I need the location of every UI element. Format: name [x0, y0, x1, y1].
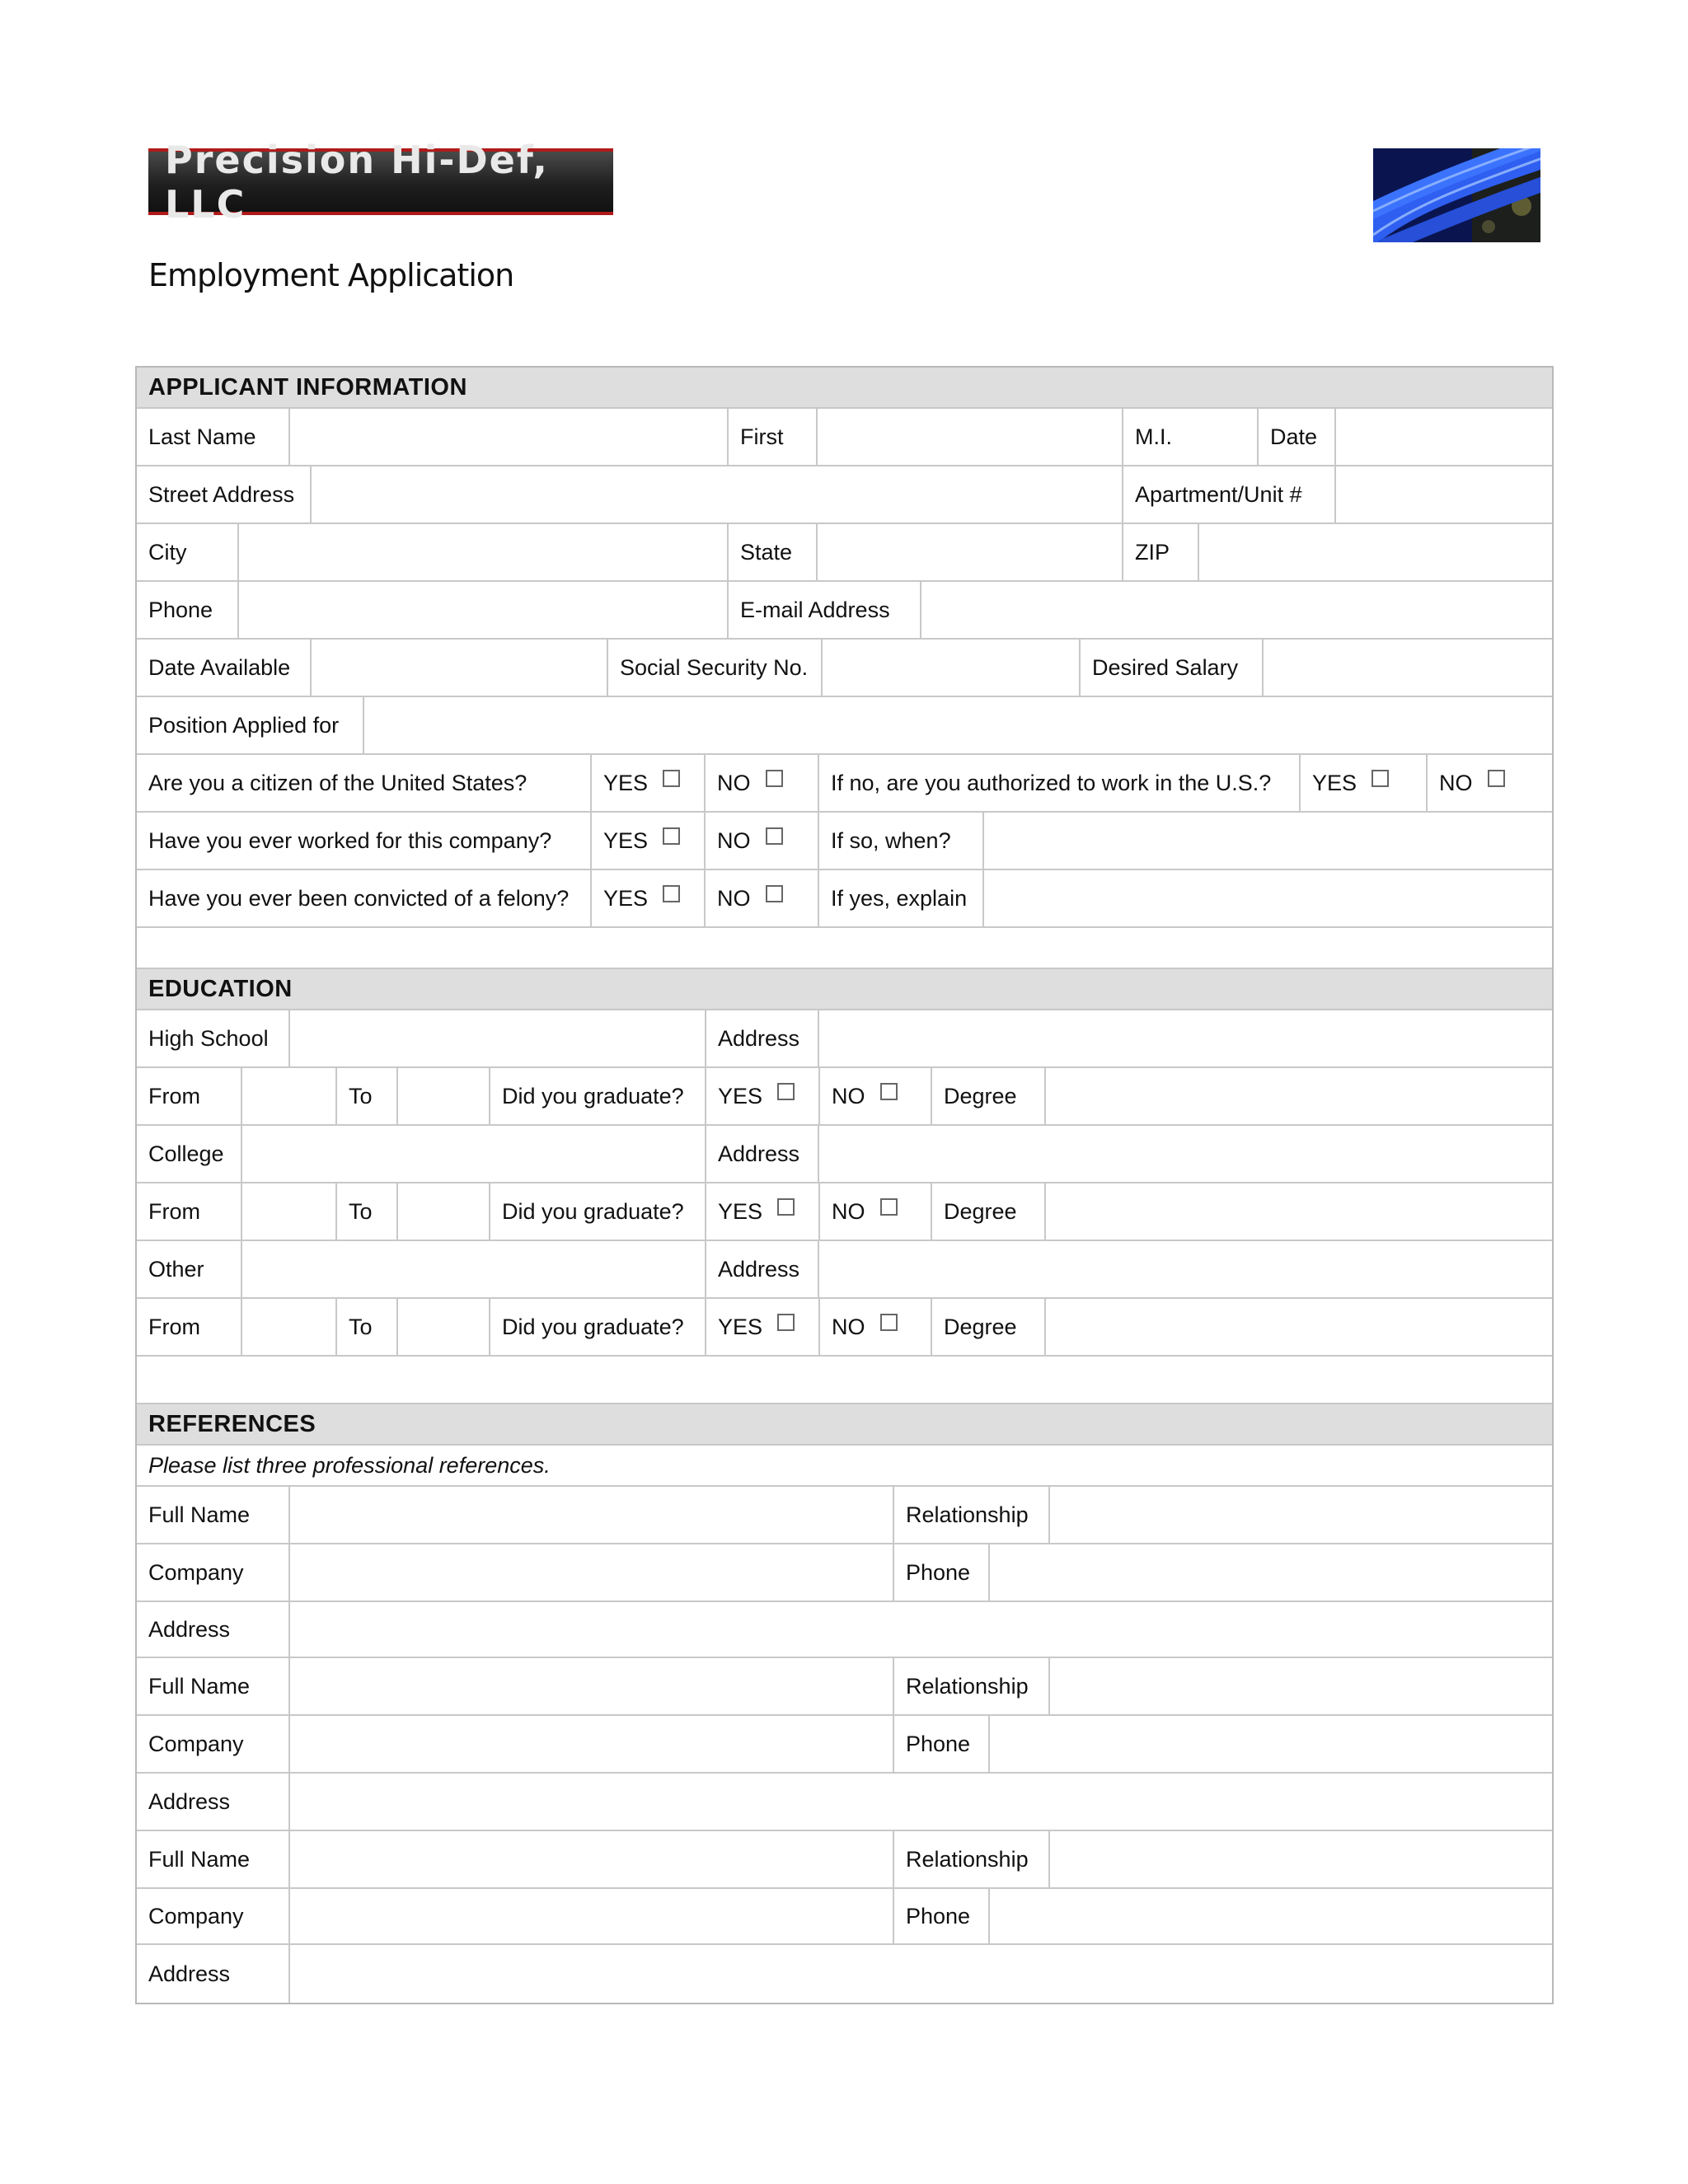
first-name-label: First	[729, 409, 818, 465]
prior-employment-row	[137, 813, 1552, 870]
section-spacer	[137, 1357, 1552, 1404]
college-address-field[interactable]	[819, 1126, 1552, 1182]
street-address-label: Street Address	[137, 466, 312, 523]
company-logo-text: Precision Hi-Def, LLC	[165, 137, 549, 227]
high-school-address-field[interactable]	[819, 1010, 1552, 1066]
first-name-field[interactable]	[818, 409, 1123, 465]
reference-2-company-label: Company	[137, 1716, 290, 1772]
authorized-yes-label: YES	[1312, 770, 1357, 795]
date-label: Date	[1259, 409, 1336, 465]
worked-yes-checkbox[interactable]	[663, 827, 680, 845]
high-school-no-option[interactable]	[820, 1068, 932, 1124]
high-school-from-label: From	[137, 1068, 242, 1124]
if-yes-explain-field[interactable]	[984, 870, 1552, 926]
reference-1-address-row	[137, 1602, 1552, 1658]
college-degree-field[interactable]	[1046, 1183, 1552, 1240]
authorized-question: If no, are you authorized to work in the U.S.?	[819, 755, 1301, 811]
college-degree-label: Degree	[932, 1183, 1046, 1240]
reference-2-company-row	[137, 1716, 1552, 1774]
reference-1-address-label: Address	[137, 1602, 290, 1657]
other-no-checkbox[interactable]	[880, 1314, 898, 1331]
cable-photo-graphic	[1373, 148, 1540, 242]
ssn-field[interactable]	[823, 640, 1081, 696]
felony-no-checkbox[interactable]	[766, 885, 783, 902]
if-so-when-label: If so, when?	[819, 813, 984, 869]
college-graduate-question: Did you graduate?	[490, 1183, 706, 1240]
reference-3-relationship-field[interactable]	[1050, 1831, 1552, 1887]
street-address-field[interactable]	[312, 466, 1123, 523]
reference-2-address-field[interactable]	[290, 1774, 1552, 1830]
email-field[interactable]	[921, 582, 1552, 638]
desired-salary-label: Desired Salary	[1081, 640, 1264, 696]
felony-no-label: NO	[717, 885, 751, 911]
street-address-row	[137, 466, 1552, 524]
college-dates-row	[137, 1183, 1552, 1241]
reference-1-relationship-label: Relationship	[894, 1487, 1050, 1543]
other-school-row	[137, 1241, 1552, 1299]
high-school-yes-checkbox[interactable]	[777, 1083, 795, 1100]
worked-yes-label: YES	[603, 827, 649, 853]
reference-3-company-field[interactable]	[290, 1889, 894, 1943]
reference-1-name-field[interactable]	[290, 1487, 894, 1543]
phone-field[interactable]	[239, 582, 729, 638]
citizen-no-option[interactable]	[706, 755, 819, 811]
zip-label: ZIP	[1123, 524, 1199, 580]
city-label: City	[137, 524, 239, 580]
felony-row	[137, 870, 1552, 928]
state-label: State	[729, 524, 818, 580]
authorized-no-checkbox[interactable]	[1488, 770, 1505, 787]
reference-2-address-label: Address	[137, 1774, 290, 1830]
other-school-label: Other	[137, 1241, 242, 1297]
document-title: Employment Application	[148, 257, 514, 293]
citizenship-row	[137, 755, 1552, 813]
college-to-label: To	[337, 1183, 398, 1240]
felony-yes-option[interactable]	[592, 870, 706, 926]
college-yes-label: YES	[718, 1198, 763, 1224]
reference-2-phone-field[interactable]	[990, 1716, 1552, 1772]
other-no-label: NO	[832, 1314, 865, 1339]
reference-3-name-row	[137, 1831, 1552, 1889]
college-label: College	[137, 1126, 242, 1182]
other-yes-option[interactable]	[706, 1299, 820, 1355]
middle-initial-label: M.I.	[1123, 409, 1259, 465]
reference-3-company-label: Company	[137, 1889, 290, 1943]
worked-question: Have you ever worked for this company?	[137, 813, 592, 869]
authorized-no-label: NO	[1439, 770, 1473, 795]
high-school-address-label: Address	[706, 1010, 819, 1066]
reference-1-phone-label: Phone	[894, 1544, 990, 1601]
citizen-yes-checkbox[interactable]	[663, 770, 680, 787]
felony-yes-checkbox[interactable]	[663, 885, 680, 902]
high-school-label: High School	[137, 1010, 290, 1066]
high-school-yes-label: YES	[718, 1083, 763, 1108]
reference-1-company-label: Company	[137, 1544, 290, 1601]
other-to-field[interactable]	[398, 1299, 490, 1355]
other-graduate-question: Did you graduate?	[490, 1299, 706, 1355]
reference-1-company-row	[137, 1544, 1552, 1602]
state-field[interactable]	[818, 524, 1123, 580]
college-row	[137, 1126, 1552, 1183]
ssn-label: Social Security No.	[608, 640, 823, 696]
other-degree-label: Degree	[932, 1299, 1046, 1355]
high-school-row	[137, 1010, 1552, 1068]
email-label: E-mail Address	[729, 582, 921, 638]
apartment-unit-field[interactable]	[1336, 466, 1552, 523]
reference-1-name-label: Full Name	[137, 1487, 290, 1543]
high-school-to-label: To	[337, 1068, 398, 1124]
other-school-address-label: Address	[706, 1241, 819, 1297]
phone-email-row	[137, 582, 1552, 640]
authorized-no-option[interactable]	[1428, 755, 1552, 811]
citizen-no-checkbox[interactable]	[766, 770, 783, 787]
section-references: REFERENCES	[137, 1404, 1552, 1446]
position-row	[137, 697, 1552, 755]
high-school-no-label: NO	[832, 1083, 865, 1108]
phone-label: Phone	[137, 582, 239, 638]
high-school-dates-row	[137, 1068, 1552, 1126]
felony-yes-label: YES	[603, 885, 649, 911]
citizen-no-label: NO	[717, 770, 751, 795]
high-school-to-field[interactable]	[398, 1068, 490, 1124]
other-yes-checkbox[interactable]	[777, 1314, 795, 1331]
section-applicant-information: APPLICANT INFORMATION	[137, 368, 1552, 409]
header-cable-photo	[1373, 148, 1540, 242]
felony-no-option[interactable]	[706, 870, 819, 926]
apartment-unit-label: Apartment/Unit #	[1123, 466, 1336, 523]
date-available-field[interactable]	[312, 640, 608, 696]
reference-1-phone-field[interactable]	[990, 1544, 1552, 1601]
reference-1-address-field[interactable]	[290, 1602, 1552, 1657]
city-state-zip-row	[137, 524, 1552, 582]
section-spacer	[137, 928, 1552, 969]
citizen-question: Are you a citizen of the United States?	[137, 755, 592, 811]
worked-yes-option[interactable]	[592, 813, 706, 869]
reference-2-relationship-field[interactable]	[1050, 1658, 1552, 1714]
college-no-label: NO	[832, 1198, 865, 1224]
city-field[interactable]	[239, 524, 729, 580]
name-row	[137, 409, 1552, 466]
reference-3-relationship-label: Relationship	[894, 1831, 1050, 1887]
citizen-yes-label: YES	[603, 770, 649, 795]
other-school-field[interactable]	[242, 1241, 706, 1297]
reference-2-relationship-label: Relationship	[894, 1658, 1050, 1714]
reference-3-name-label: Full Name	[137, 1831, 290, 1887]
other-yes-label: YES	[718, 1314, 763, 1339]
worked-no-checkbox[interactable]	[766, 827, 783, 845]
position-applied-label: Position Applied for	[137, 697, 364, 753]
college-yes-checkbox[interactable]	[777, 1198, 795, 1216]
reference-3-address-label: Address	[137, 1945, 290, 2003]
authorized-yes-checkbox[interactable]	[1372, 770, 1389, 787]
company-logo	[148, 137, 613, 227]
high-school-degree-field[interactable]	[1046, 1068, 1552, 1124]
employment-application-form	[135, 366, 1554, 2004]
college-field[interactable]	[242, 1126, 706, 1182]
reference-1-relationship-field[interactable]	[1050, 1487, 1552, 1543]
reference-3-phone-field[interactable]	[990, 1889, 1552, 1943]
high-school-graduate-question: Did you graduate?	[490, 1068, 706, 1124]
college-no-option[interactable]	[820, 1183, 932, 1240]
other-no-option[interactable]	[820, 1299, 932, 1355]
desired-salary-field[interactable]	[1264, 640, 1552, 696]
other-degree-field[interactable]	[1046, 1299, 1552, 1355]
reference-2-address-row	[137, 1774, 1552, 1831]
last-name-field[interactable]	[290, 409, 729, 465]
reference-1-name-row	[137, 1487, 1552, 1544]
reference-2-name-field[interactable]	[290, 1658, 894, 1714]
worked-no-option[interactable]	[706, 813, 819, 869]
date-field[interactable]	[1336, 409, 1552, 465]
other-school-address-field[interactable]	[819, 1241, 1552, 1297]
section-education: EDUCATION	[137, 969, 1552, 1010]
high-school-from-field[interactable]	[242, 1068, 337, 1124]
college-no-checkbox[interactable]	[880, 1198, 898, 1216]
high-school-no-checkbox[interactable]	[880, 1083, 898, 1100]
date-available-label: Date Available	[137, 640, 312, 696]
references-instruction: Please list three professional references.	[137, 1446, 1552, 1487]
college-to-field[interactable]	[398, 1183, 490, 1240]
reference-3-address-field[interactable]	[290, 1945, 1552, 2003]
other-school-dates-row	[137, 1299, 1552, 1357]
citizen-yes-option[interactable]	[592, 755, 706, 811]
position-applied-field[interactable]	[364, 697, 1552, 753]
reference-2-name-row	[137, 1658, 1552, 1716]
high-school-degree-label: Degree	[932, 1068, 1046, 1124]
reference-2-company-field[interactable]	[290, 1716, 894, 1772]
college-from-label: From	[137, 1183, 242, 1240]
high-school-field[interactable]	[290, 1010, 706, 1066]
reference-3-name-field[interactable]	[290, 1831, 894, 1887]
reference-3-phone-label: Phone	[894, 1889, 990, 1943]
if-yes-explain-label: If yes, explain	[819, 870, 984, 926]
last-name-label: Last Name	[137, 409, 290, 465]
college-yes-option[interactable]	[706, 1183, 820, 1240]
worked-no-label: NO	[717, 827, 751, 853]
authorized-yes-option[interactable]	[1301, 755, 1428, 811]
other-from-label: From	[137, 1299, 242, 1355]
reference-1-company-field[interactable]	[290, 1544, 894, 1601]
if-so-when-field[interactable]	[984, 813, 1552, 869]
college-address-label: Address	[706, 1126, 819, 1182]
other-from-field[interactable]	[242, 1299, 337, 1355]
reference-3-address-row	[137, 1945, 1552, 2003]
high-school-yes-option[interactable]	[706, 1068, 820, 1124]
reference-2-name-label: Full Name	[137, 1658, 290, 1714]
zip-field[interactable]	[1199, 524, 1552, 580]
college-from-field[interactable]	[242, 1183, 337, 1240]
felony-question: Have you ever been convicted of a felony?	[137, 870, 592, 926]
reference-3-company-row	[137, 1889, 1552, 1945]
reference-2-phone-label: Phone	[894, 1716, 990, 1772]
other-to-label: To	[337, 1299, 398, 1355]
availability-row	[137, 640, 1552, 697]
